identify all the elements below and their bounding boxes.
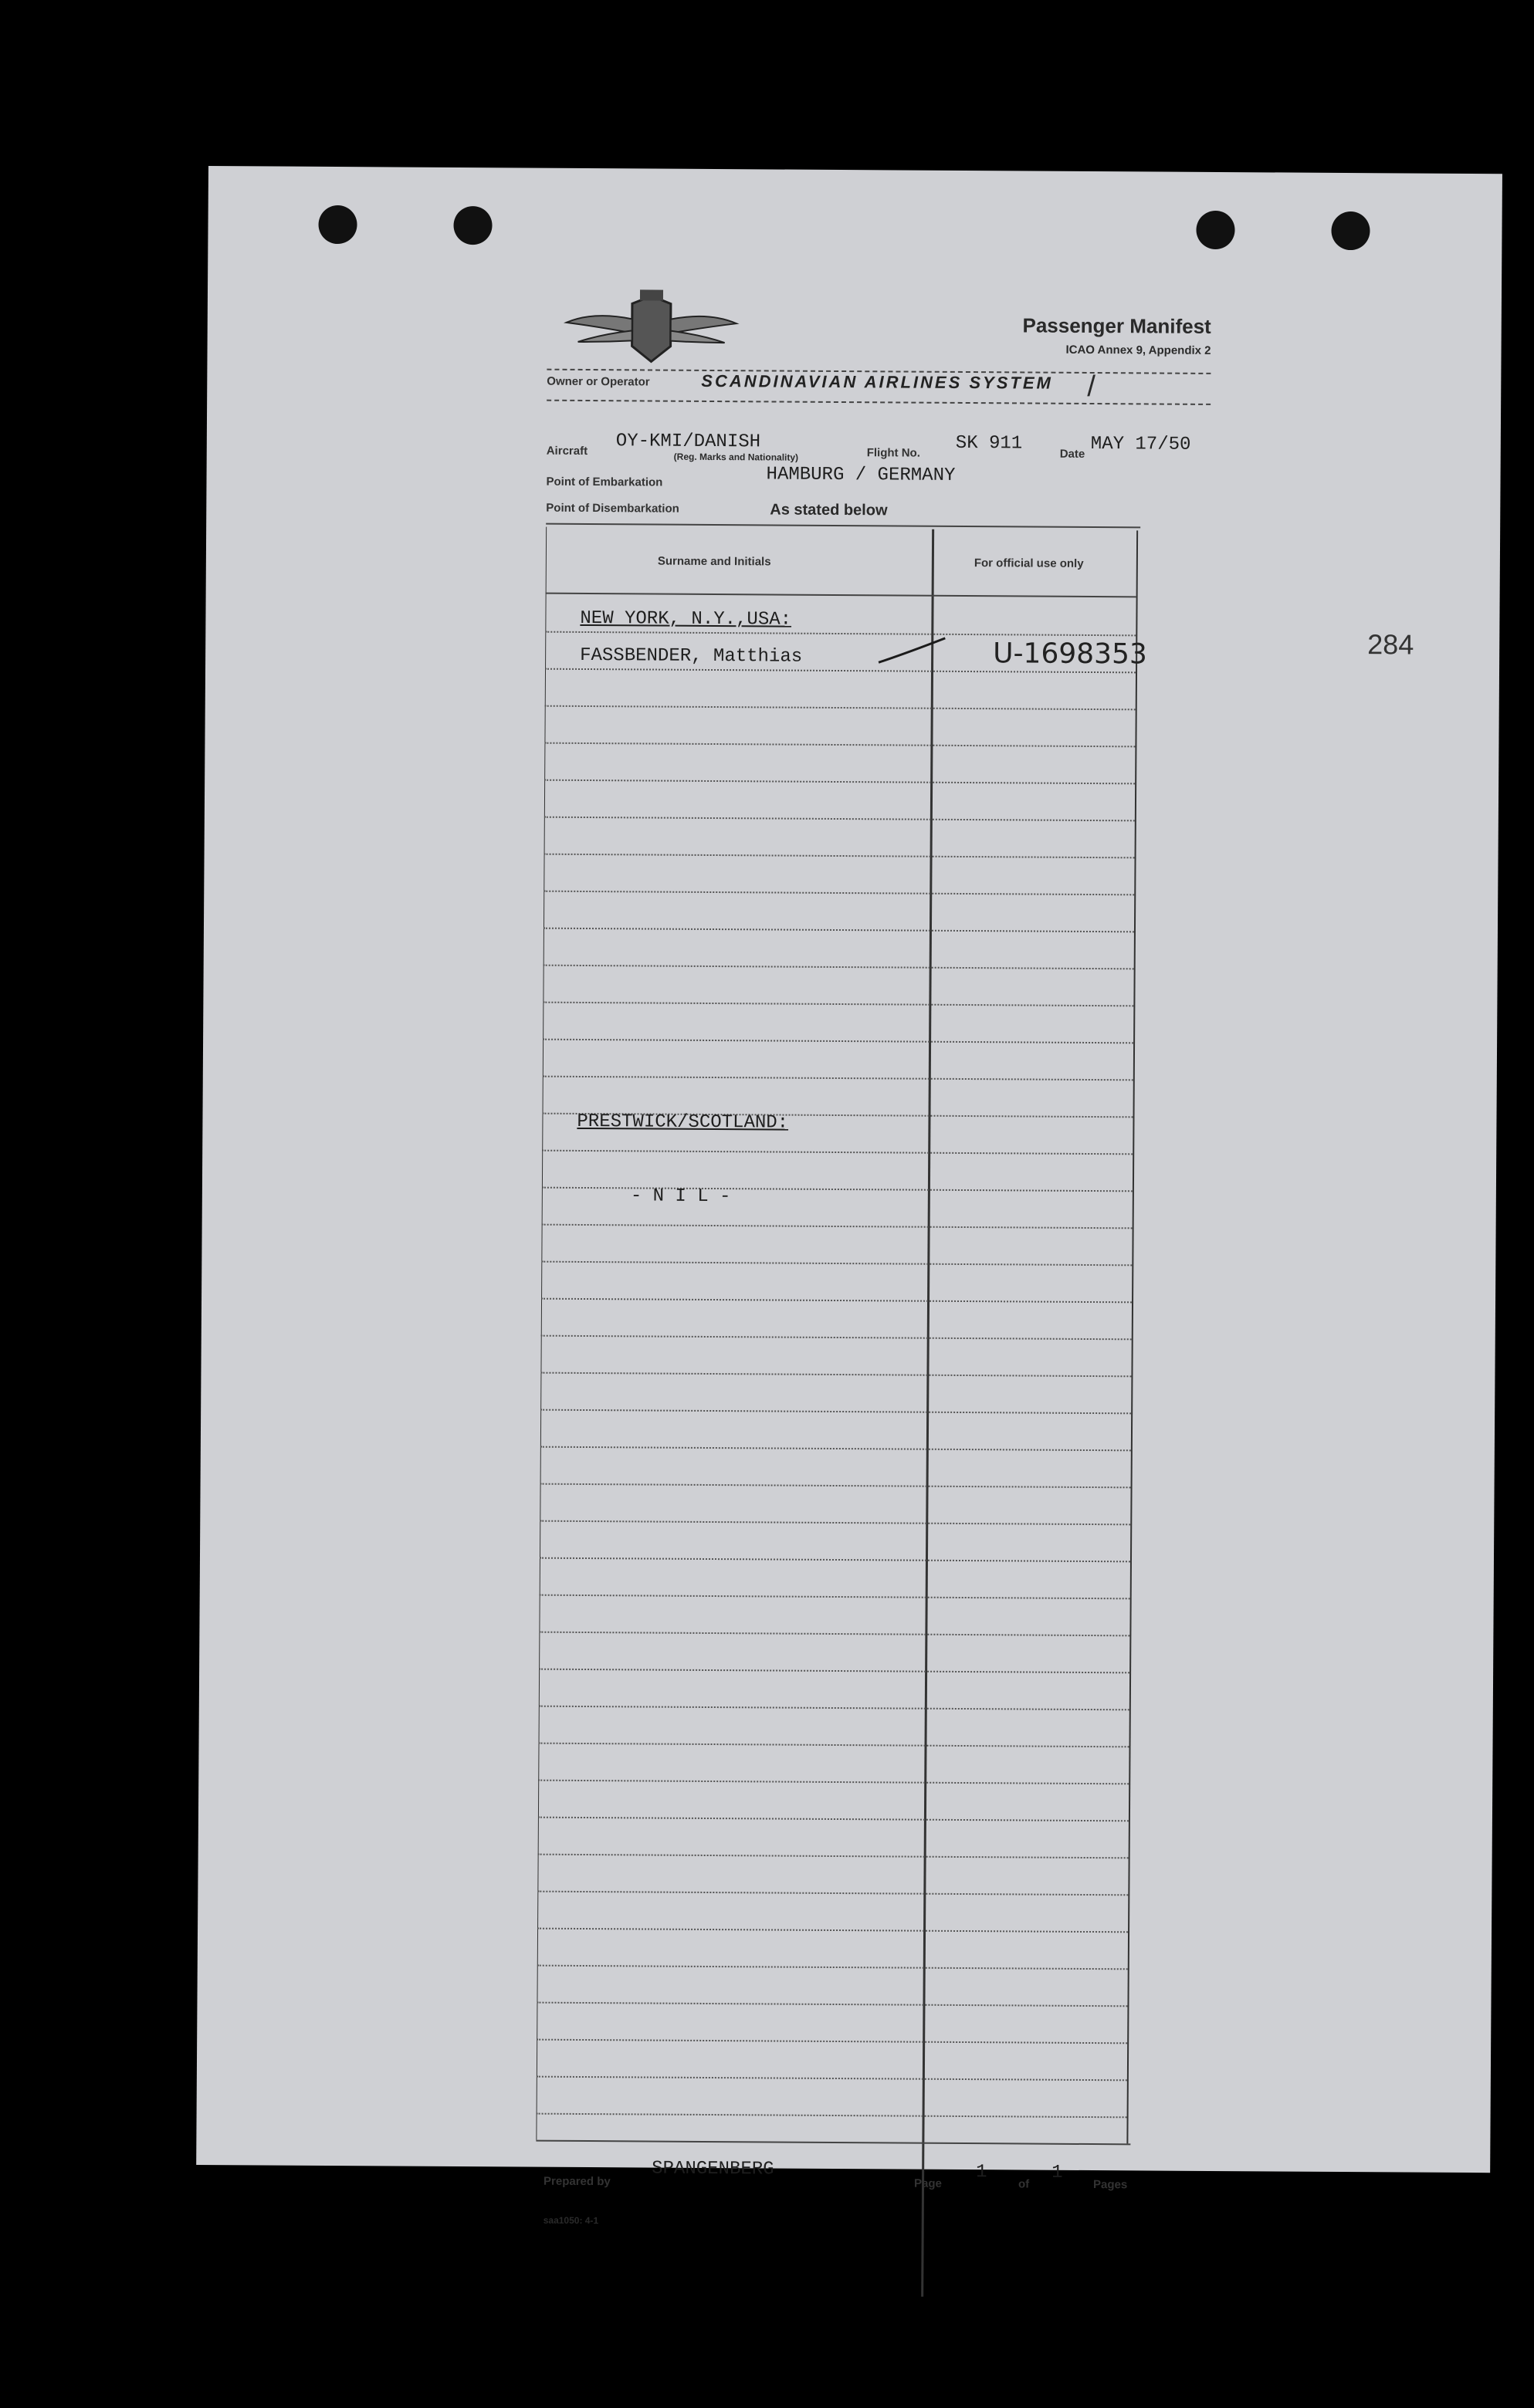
table-row-line [540, 1595, 1130, 1600]
of-value: 1 [1051, 2162, 1063, 2183]
table-row-line [540, 1372, 1131, 1378]
table-rows [547, 276, 1211, 280]
table-row-line [538, 1780, 1129, 1785]
list-item: - N I L - [630, 1185, 731, 1208]
table-row-line [544, 742, 1135, 748]
form-title: Passenger Manifest [1022, 313, 1211, 338]
handwritten-stroke [877, 633, 946, 668]
divider [546, 593, 1136, 598]
owner-label: Owner or Operator [547, 374, 650, 389]
date-value: MAY 17/50 [1090, 433, 1191, 455]
aircraft-sublabel: (Reg. Marks and Nationality) [673, 451, 799, 463]
table-row-line [537, 2002, 1127, 2007]
margin-page-number: 284 [1367, 628, 1414, 661]
table-row-line [540, 1520, 1130, 1526]
table-row-line [545, 705, 1136, 711]
table-row-line [544, 928, 1134, 933]
table-row-line [541, 1261, 1132, 1267]
table-row-line [545, 631, 1136, 637]
page-value: 1 [976, 2162, 987, 2183]
table-left-border [536, 527, 547, 2140]
table-row-line [541, 1335, 1132, 1341]
table-row-line [540, 1557, 1130, 1563]
table-row-line [543, 1076, 1133, 1081]
table-right-border [1126, 530, 1138, 2143]
divider [547, 400, 1211, 405]
form-code: saa1050: 4-1 [543, 2214, 599, 2227]
aircraft-value: OY-KMI/DANISH [615, 431, 761, 453]
disembark-value: As stated below [770, 501, 888, 519]
table-row-line [544, 891, 1134, 896]
table-row-line [539, 1632, 1129, 1637]
table-row-line [543, 1039, 1133, 1044]
of-label: of [1018, 2177, 1030, 2191]
list-item: PRESTWICK/SCOTLAND: [577, 1111, 789, 1134]
table-row-line [537, 1928, 1128, 1933]
divider [546, 523, 1140, 529]
table-row-line [543, 1002, 1133, 1007]
table-row-line [537, 2113, 1127, 2119]
embark-value: HAMBURG / GERMANY [766, 464, 956, 486]
table-row-line [541, 1298, 1132, 1304]
form-subtitle: ICAO Annex 9, Appendix 2 [1065, 343, 1211, 357]
flight-label: Flight No. [866, 446, 920, 460]
table-row-line [540, 1483, 1131, 1489]
table-row-line [538, 1854, 1129, 1859]
table-row-line [539, 1706, 1129, 1711]
aircraft-label: Aircraft [546, 444, 588, 458]
table-row-line [537, 1965, 1128, 1970]
table-row-line [544, 854, 1135, 859]
table-row-line [540, 1409, 1131, 1415]
punch-hole [453, 206, 492, 245]
table-row-line [539, 1743, 1129, 1748]
prepared-value: SPANGENBERG [652, 2158, 774, 2180]
punch-hole [1196, 211, 1234, 249]
table-row-line [544, 965, 1134, 970]
manifest-sheet [196, 166, 1502, 2227]
table-row-line [544, 780, 1135, 785]
list-item: NEW YORK, N.Y.,USA: [580, 607, 792, 631]
winged-crown-logo-icon [562, 288, 740, 374]
table-row-line [542, 1224, 1133, 1229]
col-header-official: For official use only [974, 556, 1084, 570]
table-row-line [538, 1817, 1129, 1822]
owner-value: SCANDINAVIAN AIRLINES SYSTEM [701, 370, 1053, 393]
table-row-line [540, 1446, 1131, 1452]
punch-hole [1331, 211, 1370, 250]
punch-hole [318, 205, 357, 244]
table-row-line [544, 817, 1135, 822]
table-row-line [537, 2076, 1127, 2082]
prepared-label: Prepared by [544, 2174, 611, 2189]
official-note: U-1698353 [993, 638, 1147, 671]
manifest-form [536, 276, 1211, 2227]
page-label: Page [913, 2176, 942, 2190]
list-item: FASSBENDER, Matthias [580, 644, 803, 668]
handwritten-mark: / [1087, 370, 1095, 404]
disembark-label: Point of Disembarkation [546, 501, 679, 516]
date-label: Date [1059, 447, 1085, 461]
table-row-line [539, 1669, 1129, 1674]
col-header-surname: Surname and Initials [657, 554, 771, 569]
table-row-line [542, 1150, 1133, 1155]
divider [536, 2140, 1130, 2146]
flight-value: SK 911 [955, 432, 1023, 455]
pages-label: Pages [1092, 2178, 1128, 2192]
table-row-line [537, 2039, 1127, 2044]
embark-label: Point of Embarkation [546, 475, 663, 489]
table-row-line [537, 1891, 1128, 1896]
